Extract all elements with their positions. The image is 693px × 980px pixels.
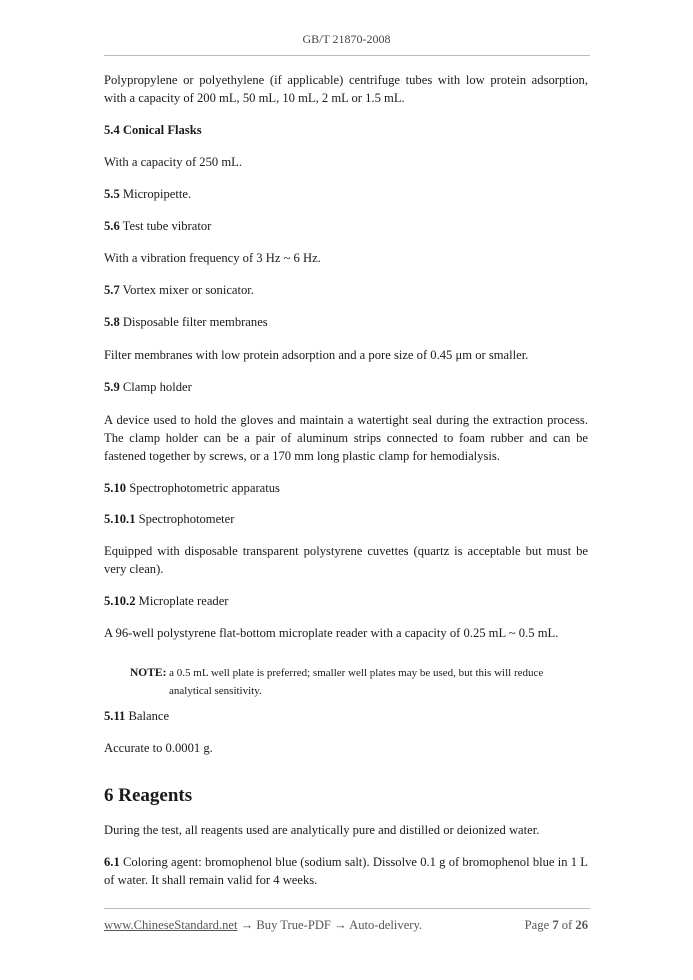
- paragraph-5-11: Accurate to 0.0001 g.: [104, 741, 213, 755]
- item-text: Clamp holder: [119, 380, 192, 394]
- footer-text: → Buy True-PDF → Auto-delivery.: [237, 918, 423, 932]
- item-number: 5.7: [104, 283, 120, 297]
- item-text: Micropipette.: [119, 187, 192, 201]
- item-number: 5.9: [104, 380, 120, 394]
- item-5-11: [104, 707, 588, 725]
- paragraph-tubes: Polypropylene or polyethylene (if applicable) centrifuge tubes with low protein adsorption, with a capacity of 200 mL, 50 mL, 10 mL, 2 mL or 1.5 mL.: [104, 73, 588, 105]
- paragraph-5-10-2: A 96-well polystyrene flat-bottom microplate reader with a capacity of 0.25 mL ~ 0.5 mL.: [104, 626, 559, 640]
- note-line-2: analytical sensitivity.: [169, 685, 262, 697]
- page-total: 26: [575, 918, 588, 932]
- item-text: Spectrophotometer: [135, 512, 235, 526]
- of-word: of: [558, 918, 576, 932]
- note-line-1: a 0.5 mL well plate is preferred; smaller well plates may be used, but this will reduce: [166, 667, 544, 679]
- footer: [104, 918, 588, 933]
- item-text: Spectrophotometric apparatus: [126, 481, 280, 495]
- item-number: 5.10: [104, 481, 127, 495]
- paragraph-5-8: Filter membranes with low protein adsorption and a pore size of 0.45 μm or smaller.: [104, 348, 529, 362]
- paragraph-5-4: With a capacity of 250 mL.: [104, 155, 242, 169]
- item-number: 5.8: [104, 315, 120, 329]
- header-title: GB/T 21870-2008: [302, 32, 391, 46]
- item-text: Test tube vibrator: [119, 219, 212, 233]
- item-5-9: [104, 378, 588, 396]
- page-word: Page: [524, 918, 553, 932]
- heading-5-4: 5.4 Conical Flasks: [104, 123, 202, 137]
- header-rule: [104, 55, 590, 56]
- item-6-1: [104, 853, 588, 889]
- heading-6-reagents: 6 Reagents: [104, 785, 193, 806]
- item-number: 5.5: [104, 187, 120, 201]
- item-text: Balance: [125, 709, 170, 723]
- paragraph-6: During the test, all reagents used are analytically pure and distilled or deionized water.: [104, 823, 540, 837]
- paragraph-5-10-1: Equipped with disposable transparent polystyrene cuvettes (quartz is acceptable but must be very clean).: [104, 544, 588, 576]
- item-5-8: [104, 313, 588, 331]
- paragraph-5-6: With a vibration frequency of 3 Hz ~ 6 Hz.: [104, 251, 321, 265]
- item-text: Microplate reader: [135, 594, 229, 608]
- item-number: 5.6: [104, 219, 120, 233]
- note-label: NOTE:: [130, 667, 167, 679]
- website-link[interactable]: www.ChineseStandard.net: [104, 918, 238, 932]
- item-number: 6.1: [104, 855, 120, 869]
- page-indicator: [525, 918, 588, 933]
- item-5-5: [104, 185, 588, 203]
- item-number: 5.10.2: [104, 594, 136, 608]
- paragraph-5-9: A device used to hold the gloves and maintain a watertight seal during the extraction process. The clamp holder can be a pair of aluminum strips connected to foam rubber and can be fastened together by screws, or a 170 mm long plastic clamp for hemodialysis.: [104, 413, 588, 463]
- footer-rule: [104, 908, 590, 909]
- item-text: Disposable filter membranes: [119, 315, 268, 329]
- item-text: Coloring agent: bromophenol blue (sodium salt). Dissolve 0.1 g of bromophenol blue in 1 L of water. It shall remain valid for 4 weeks.: [104, 855, 588, 887]
- item-number: 5.10.1: [104, 512, 136, 526]
- note: [130, 664, 588, 700]
- item-5-10: [104, 479, 588, 497]
- item-text: Vortex mixer or sonicator.: [119, 283, 254, 297]
- item-5-10-2: [104, 592, 588, 610]
- item-number: 5.11: [104, 709, 126, 723]
- item-5-10-1: [104, 510, 588, 528]
- page-number: 7: [552, 918, 559, 932]
- item-5-6: [104, 217, 588, 235]
- item-5-7: [104, 281, 588, 299]
